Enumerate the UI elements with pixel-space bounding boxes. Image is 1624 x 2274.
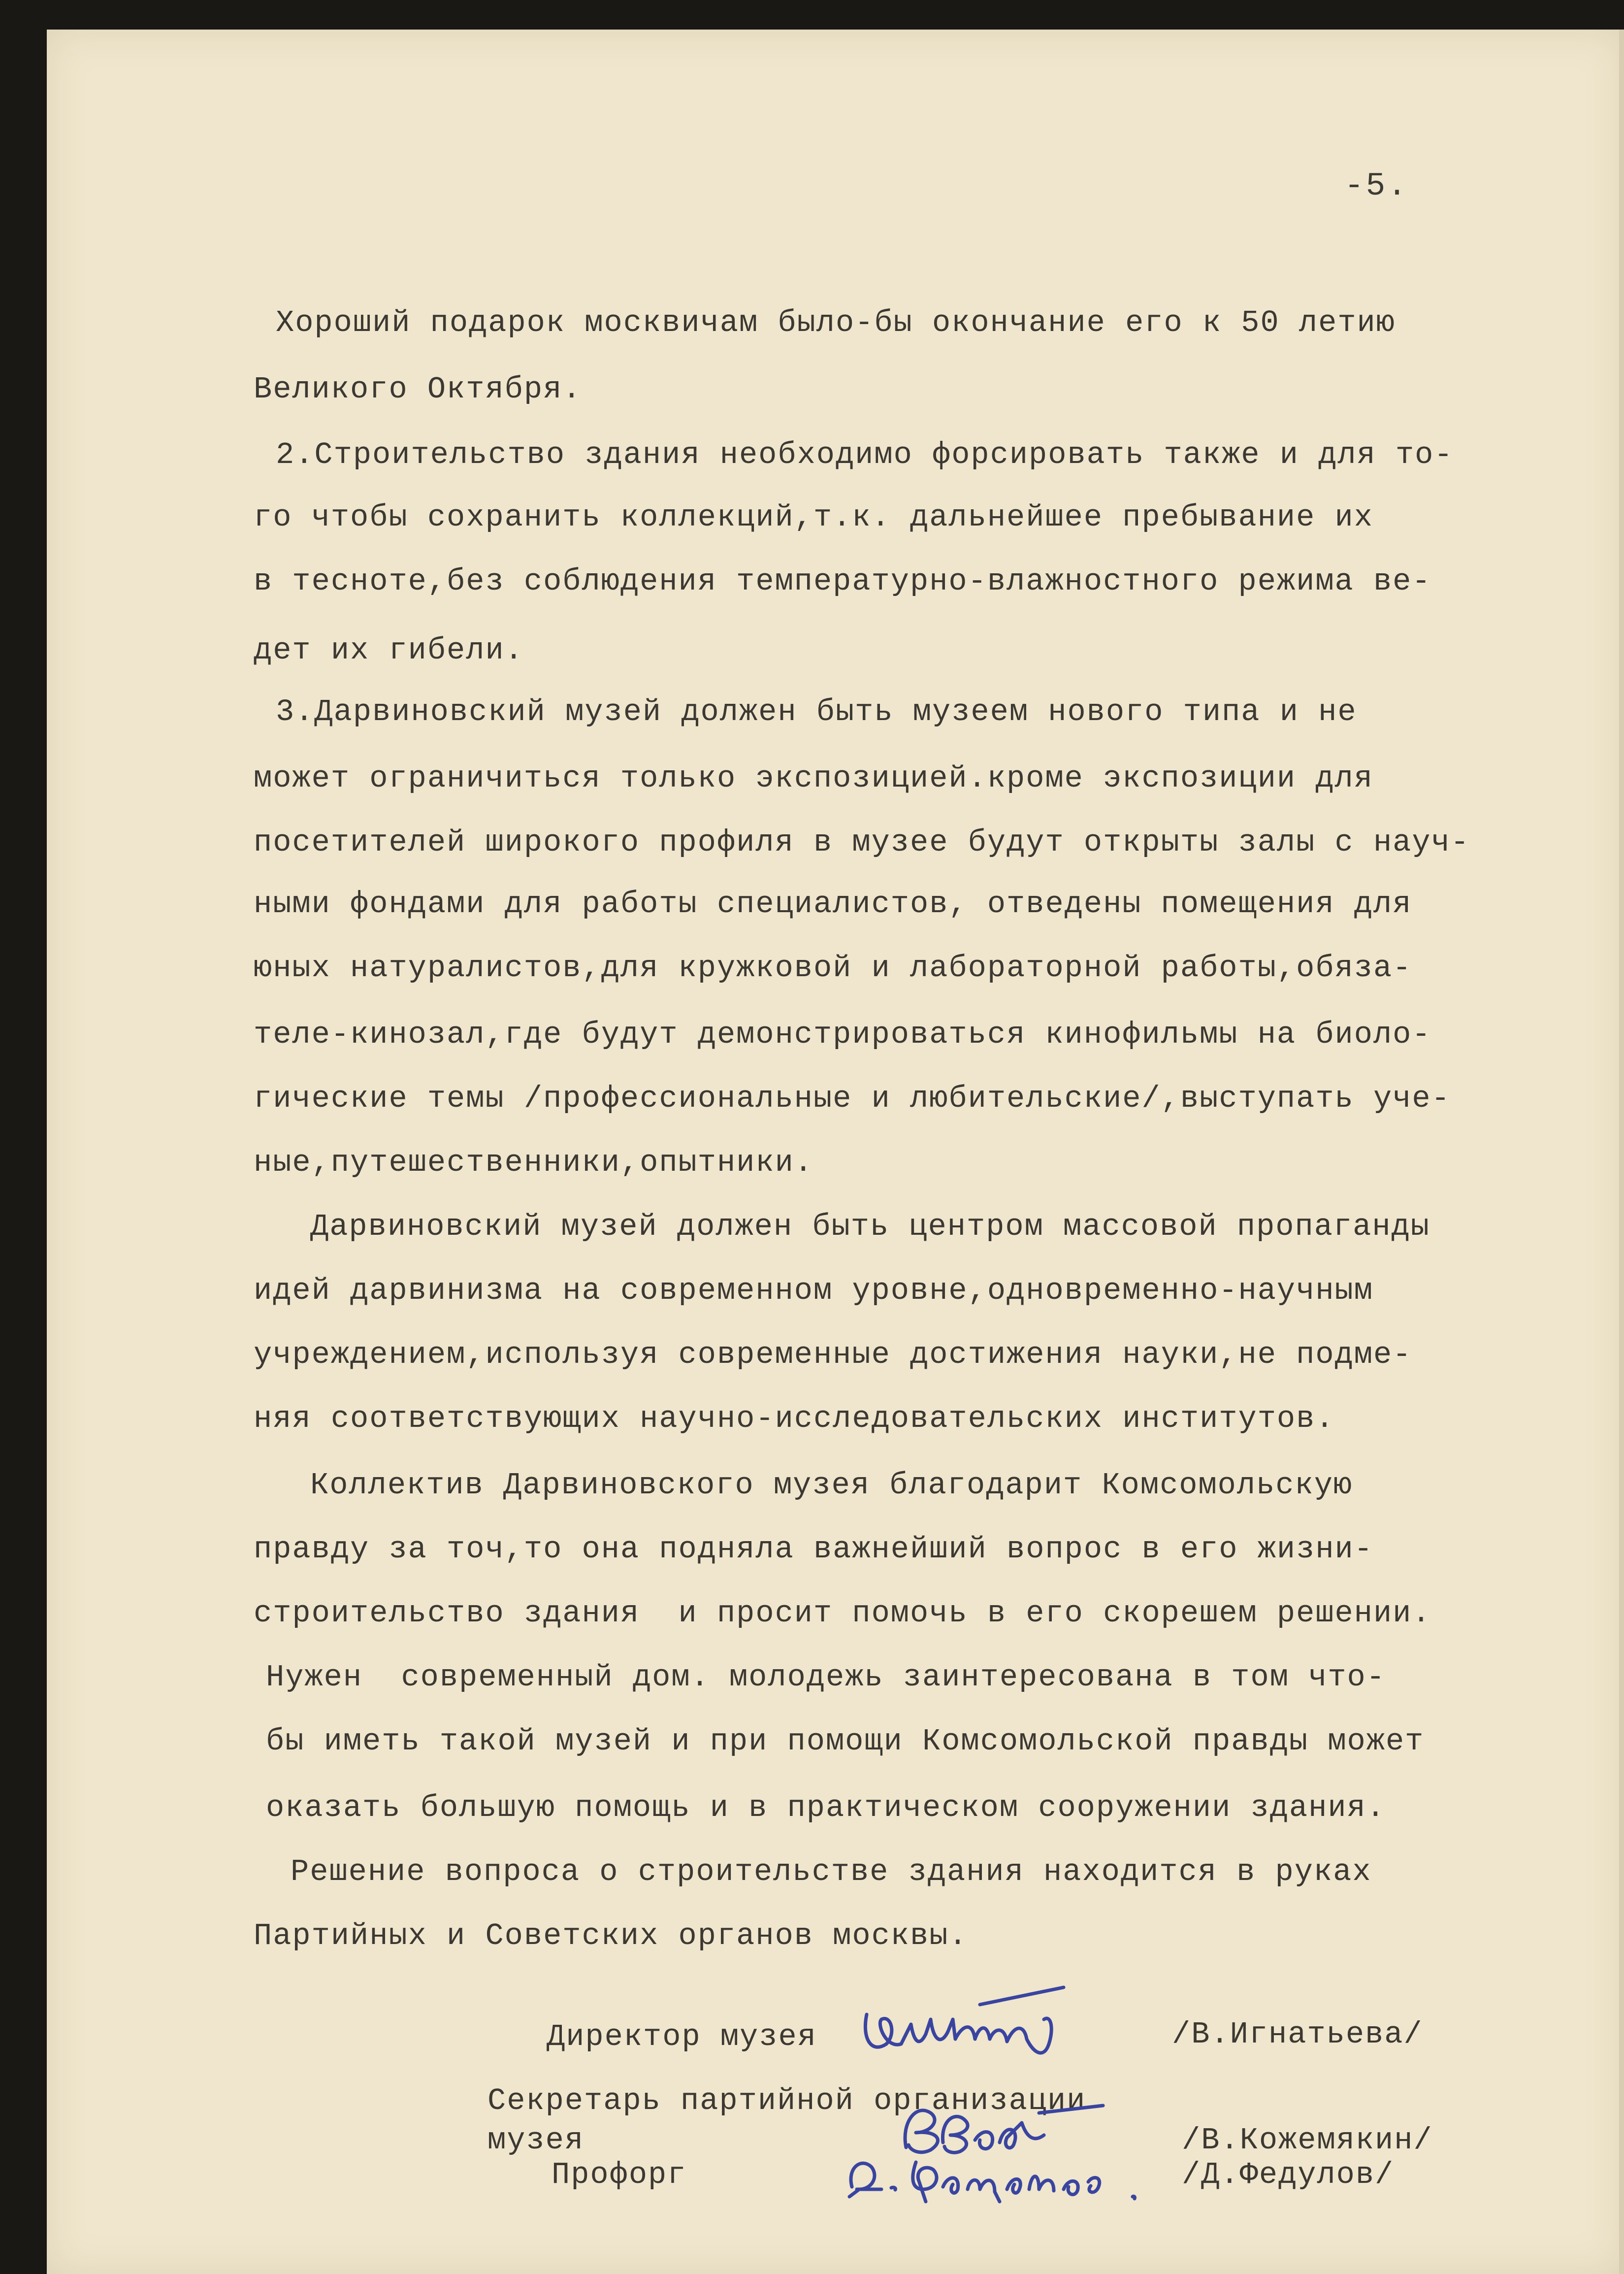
body-line: юных натуралистов,для кружковой и лабораторной работы,обяза-: [254, 951, 1412, 986]
body-line: го чтобы сохранить коллекций,т.к. дальнейшее пребывание их: [254, 500, 1373, 535]
body-line: Хороший подарок москвичам было-бы окончание его к 50 летию: [276, 305, 1396, 340]
body-line: Коллектив Дарвиновского музея благодарит Комсомольскую: [310, 1468, 1353, 1503]
body-line: Решение вопроса о строительстве здания находится в руках: [291, 1854, 1372, 1889]
page-number: -5.: [1344, 167, 1409, 204]
body-line: оказать большую помощь и в практическом сооружении здания.: [266, 1790, 1386, 1825]
body-line: посетителей широкого профиля в музее будут открыты залы с науч-: [254, 825, 1470, 860]
body-line: идей дарвинизма на современном уровне,одновременно-научным: [254, 1273, 1373, 1308]
secretary-role: Секретарь партийной организации: [487, 2083, 1086, 2118]
body-line: 2.Строительство здания необходимо форсировать также и для то-: [276, 437, 1454, 472]
director-name: /В.Игнатьева/: [1172, 2017, 1423, 2052]
proforg-role: Профорг: [552, 2157, 687, 2192]
body-line: строительство здания и просит помочь в его скорешем решении.: [254, 1596, 1431, 1631]
body-line: Партийных и Советских органов москвы.: [254, 1918, 968, 1953]
secretary-role-continued: музея: [487, 2123, 585, 2158]
proforg-signature-icon: [837, 2142, 1152, 2207]
proforg-name: /Д.Федулов/: [1182, 2157, 1395, 2192]
body-line: учреждением,используя современные достижения науки,не подме-: [254, 1337, 1412, 1372]
body-line: Нужен современный дом. молодежь заинтересована в том что-: [266, 1660, 1386, 1695]
body-line: няя соответствующих научно-исследовательских институтов.: [254, 1401, 1335, 1436]
body-line: 3.Дарвиновский музей должен быть музеем нового типа и не: [276, 694, 1357, 729]
body-line: Дарвиновский музей должен быть центром массовой пропаганды: [310, 1209, 1430, 1244]
director-role: Директор музея: [547, 2019, 817, 2054]
body-line: теле-кинозал,где будут демонстрироваться кинофильмы на биоло-: [254, 1017, 1431, 1052]
body-line: правду за точ,то она подняла важнейший вопрос в его жизни-: [254, 1532, 1373, 1567]
body-line: гические темы /профессиональные и любительские/,выступать уче-: [254, 1081, 1451, 1116]
page-edge: [1619, 30, 1624, 2274]
secretary-name: /В.Кожемякин/: [1182, 2123, 1433, 2158]
body-line: бы иметь такой музей и при помощи Комсомольской правды может: [266, 1724, 1425, 1759]
director-signature-icon: [857, 1985, 1083, 2069]
body-line: ные,путешественники,опытники.: [254, 1145, 813, 1180]
body-line: в тесноте,без соблюдения температурно-влажностного режима ве-: [254, 564, 1431, 599]
body-line: ными фондами для работы специалистов, отведены помещения для: [254, 887, 1412, 922]
body-line: Великого Октября.: [254, 372, 582, 407]
body-line: может ограничиться только экспозицией.кроме экспозиции для: [254, 761, 1373, 796]
body-line: дет их гибели.: [254, 633, 524, 668]
